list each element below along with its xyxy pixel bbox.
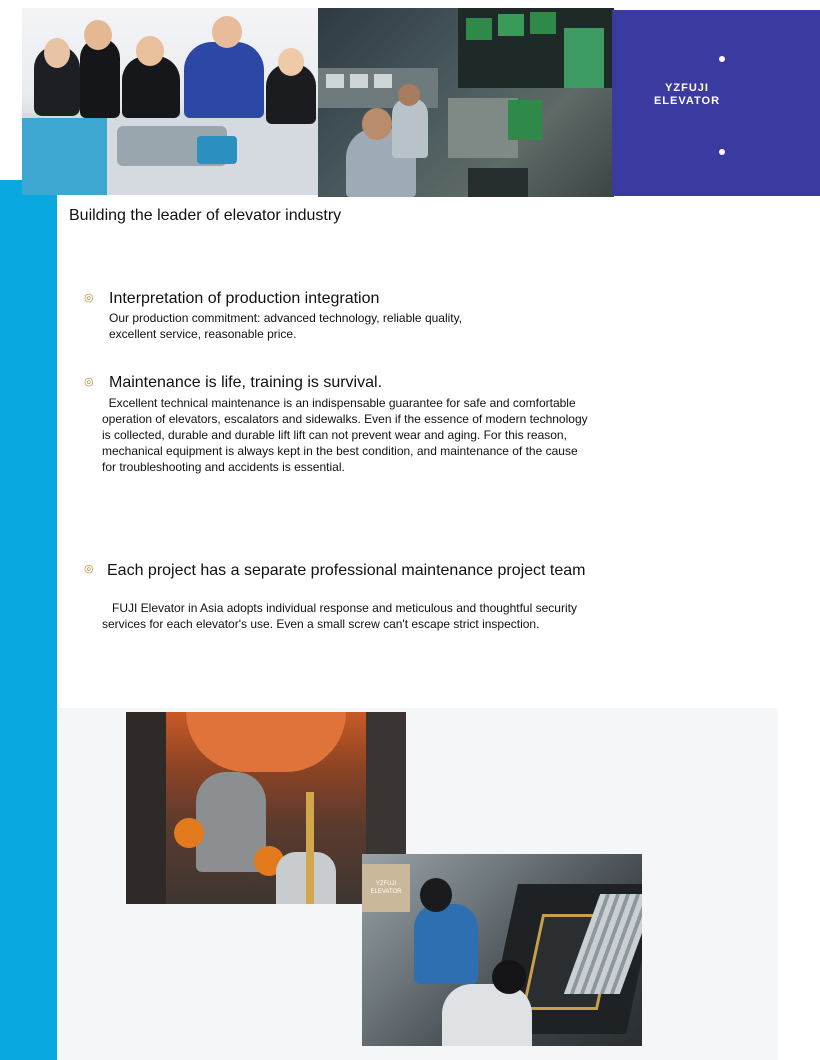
section-title: Maintenance is life, training is survival. [109,374,383,391]
brand-panel [612,10,820,196]
section-title: Each project has a separate professional maintenance project team [107,562,586,579]
decorative-dot [719,149,725,155]
brand-name-line1: YZFUJI [665,82,709,94]
section-project-team [84,561,604,644]
classroom-photo [22,8,318,195]
section-body-text: Excellent technical maintenance is an indispensable guarantee for safe and comfortable operation of elevators, escalators and sidewalks. Even if the essence of modern technology is collected, durable and durable lift lift can not prevent wear and aging. For this reason, mechanical equipment is always kept in the best condition, and maintenance of the cause for troubleshooting and accidents is essential. [102,396,588,474]
escalator-maintenance-photo [362,854,642,1046]
section-body-text: FUJI Elevator in Asia adopts individual response and meticulous and thoughtful security services for each elevator's use. Even a small screw can't escape strict inspection. [102,601,577,631]
mini-brand-logo: YZFUJI ELEVATOR [362,864,410,912]
decorative-dot [719,56,725,62]
circle-bullet-icon: ◎ [84,376,94,388]
section-body [102,600,592,632]
circle-bullet-icon: ◎ [84,292,94,304]
section-body: Our production commitment: advanced technology, reliable quality, excellent service, reasonable price. [109,311,463,341]
brand-name [642,82,732,108]
section-title: Interpretation of production integration [109,290,380,307]
brand-name-line2: ELEVATOR [653,95,721,107]
section-body [102,395,592,475]
control-room-photo [318,8,614,197]
page-headline: Building the leader of elevator industry [69,207,342,224]
circle-bullet-icon: ◎ [84,563,94,575]
left-accent-band [0,180,57,1060]
